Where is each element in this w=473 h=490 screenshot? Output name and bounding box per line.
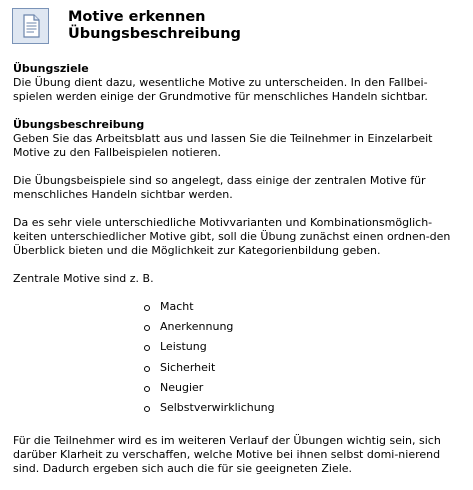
- list-item: [143, 340, 460, 360]
- title-line-2: Übungsbeschreibung: [68, 26, 241, 42]
- list-item-label: Neugier: [160, 380, 204, 394]
- section-heading-beschreibung: Übungsbeschreibung: [13, 118, 145, 131]
- bullet-icon: [144, 386, 150, 392]
- document-icon-graphic: [13, 9, 48, 43]
- document-icon: [12, 8, 49, 44]
- bullet-icon: [144, 345, 150, 351]
- paragraph-beschreibung-1: Geben Sie das Arbeitsblatt aus und lassen Sie die Teilnehmer in Einzelarbeit Motive zu den Fallbeispielen notieren.: [13, 132, 433, 159]
- paragraph-closing: Für die Teilnehmer wird es im weiteren Verlauf der Übungen wichtig sein, sich darüber Klarheit zu verschaffen, welche Motive bei ihnen selbst domi-nierend sind. Dadurch ergeben sich auch die für sie geeigneten Ziele.: [13, 434, 441, 476]
- document-body: [13, 62, 460, 490]
- page-title: [68, 9, 241, 43]
- paragraph-motive-intro: Zentrale Motive sind z. B.: [13, 272, 154, 285]
- list-item-label: Macht: [160, 300, 194, 313]
- motive-list: [13, 300, 460, 421]
- bullet-icon: [144, 305, 150, 311]
- list-item: [143, 401, 460, 421]
- bullet-icon: [144, 406, 150, 412]
- list-item-label: Sicherheit: [160, 360, 216, 374]
- list-item: [143, 381, 460, 401]
- title-line-1: Motive erkennen: [68, 9, 206, 25]
- list-item-label: Selbstverwirklichung: [160, 400, 275, 414]
- bullet-icon: [144, 366, 150, 372]
- list-item-label: Anerkennung: [160, 320, 234, 334]
- paragraph-ziele: Die Übung dient dazu, wesentliche Motive zu unterscheiden. In den Fallbei-spielen werden einige der Grundmotive für menschliches Handeln sichtbar.: [13, 76, 428, 103]
- paragraph-beschreibung-2: Die Übungsbeispiele sind so angelegt, dass einige der zentralen Motive für menschliches Handeln sichtbar werden.: [13, 174, 426, 201]
- section-heading-ziele: Übungsziele: [13, 62, 89, 75]
- list-item: [143, 300, 460, 320]
- paragraph-beschreibung-3: Da es sehr viele unterschiedliche Motivvarianten und Kombinationsmöglich-keiten unterschiedlicher Motive gibt, soll die Übung zunächst einen ordnen-den Überblick bieten und die Möglichkeit zur Kategorienbildung geben.: [13, 216, 451, 257]
- list-item: [143, 320, 460, 340]
- list-item-label: Leistung: [160, 340, 207, 354]
- list-item: [143, 361, 460, 381]
- bullet-icon: [144, 325, 150, 331]
